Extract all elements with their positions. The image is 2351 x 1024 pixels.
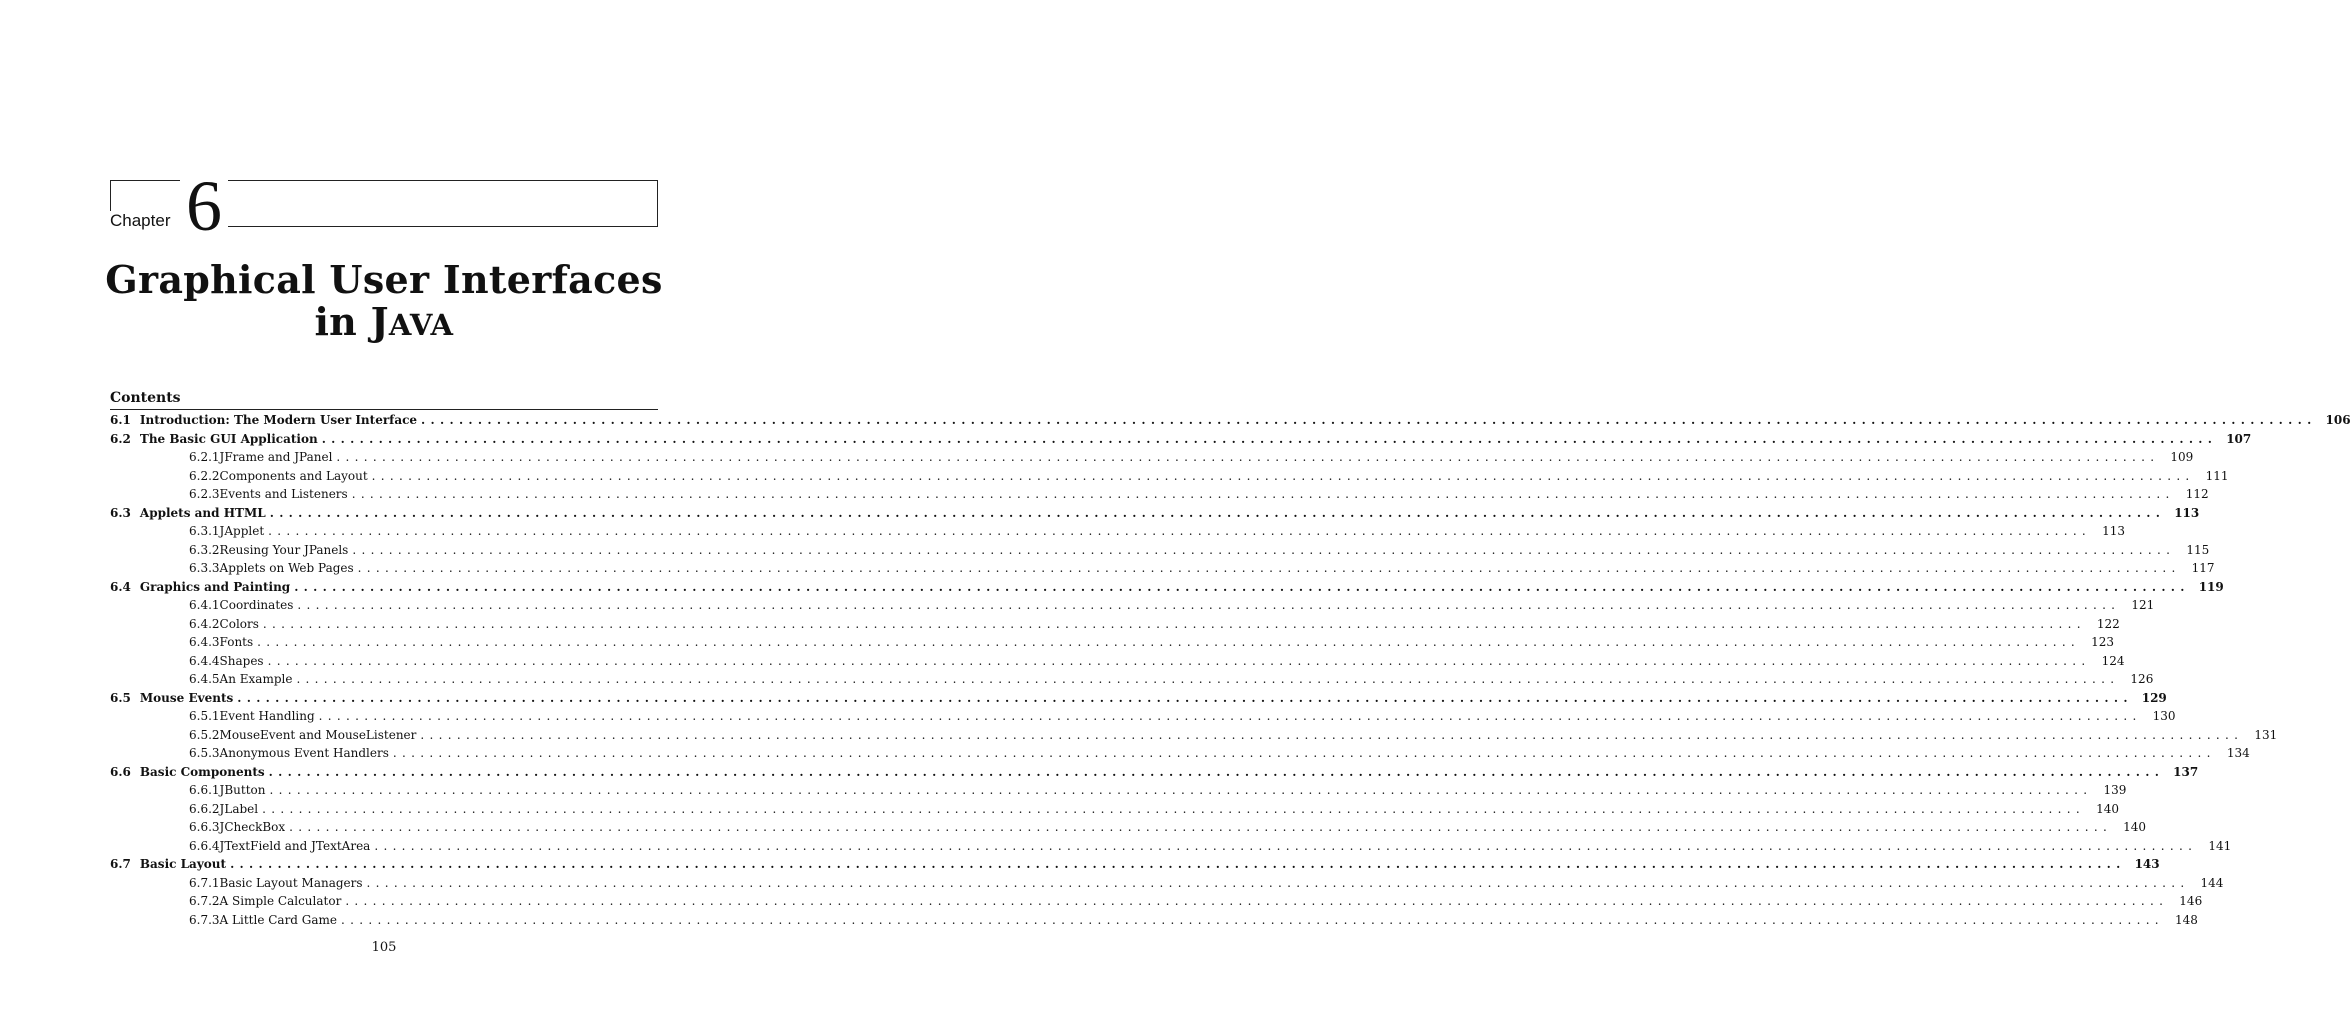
- toc-dot-leader: ........................................................................................................................................................................................................: [351, 487, 2175, 501]
- toc-subsection-row[interactable]: [110, 781, 2127, 800]
- toc-page-number: 141: [2208, 838, 2232, 853]
- toc-entry-number: 6.5.1: [189, 709, 220, 723]
- toc-entry-number: 6.6.3: [189, 820, 220, 834]
- toc-page-number: 117: [2191, 561, 2215, 575]
- toc-subsection-row[interactable]: [110, 633, 2115, 652]
- toc-dot-leader: ........................................................................................................................................................................................................: [289, 820, 2113, 834]
- toc-section-row[interactable]: [110, 689, 2167, 708]
- toc-dot-leader: ........................................................................................................................................................................................................: [352, 542, 2176, 557]
- toc-page-number: 143: [2134, 857, 2160, 871]
- toc-dot-leader: ........................................................................................................................................................................................................: [371, 468, 2195, 483]
- toc-page-number: 119: [2198, 579, 2224, 594]
- toc-page-number: 144: [2200, 875, 2224, 890]
- toc-dot-leader: ........................................................................................................................................................................................................: [237, 690, 2133, 705]
- contents-rule: [110, 409, 658, 410]
- chapter-label: Chapter: [110, 211, 176, 231]
- toc-dot-leader: ........................................................................................................................................................................................................: [268, 764, 2165, 779]
- contents-heading: Contents: [110, 390, 181, 406]
- toc-entry-title: Basic Layout: [139, 857, 227, 871]
- chapter-title-line-2: [0, 300, 768, 347]
- toc-subsection-row[interactable]: [110, 818, 2147, 837]
- toc-dot-leader: ........................................................................................................................................................................................................: [269, 505, 2166, 520]
- toc-dot-leader: ........................................................................................................................................................................................................: [421, 413, 2317, 427]
- toc-dot-leader: ........................................................................................................................................................................................................: [336, 450, 2160, 464]
- toc-entry-title: Colors: [219, 616, 259, 631]
- toc-entry: [220, 541, 2176, 560]
- toc-section-row[interactable]: [110, 411, 2351, 430]
- toc-entry-title: Applets on Web Pages: [219, 561, 354, 575]
- toc-subsection-row[interactable]: [110, 800, 2119, 819]
- toc-entry-number: 6.6.4: [189, 838, 220, 853]
- chapter-title-prefix: in J: [314, 299, 389, 344]
- toc-entry: [220, 670, 2120, 689]
- toc-page-number: 137: [2173, 764, 2199, 779]
- toc-entry-title: Anonymous Event Handlers: [219, 746, 389, 760]
- toc-entry: [220, 596, 2121, 615]
- toc-subsection-row[interactable]: [110, 467, 2229, 486]
- toc-entry: [220, 485, 2175, 504]
- toc-dot-leader: ........................................................................................................................................................................................................: [294, 579, 2190, 594]
- toc-entry: [140, 855, 2126, 874]
- toc-entry-title: JLabel: [219, 801, 259, 816]
- toc-subsection-row[interactable]: [110, 559, 2215, 578]
- toc-entry-title: Events and Listeners: [219, 487, 348, 501]
- toc-dot-leader: ........................................................................................................................................................................................................: [366, 875, 2190, 890]
- toc-page-number: 123: [2091, 635, 2115, 649]
- toc-entry: [140, 504, 2165, 523]
- toc-entry-number: 6.5.3: [189, 746, 220, 760]
- toc-page-number: 139: [2103, 783, 2127, 797]
- toc-entry: [140, 430, 2217, 449]
- toc-entry: [140, 763, 2164, 782]
- toc-section-row[interactable]: [110, 763, 2199, 782]
- toc-dot-leader: ........................................................................................................................................................................................................: [230, 857, 2126, 871]
- toc-entry: [220, 800, 2085, 819]
- toc-entry-number: 6.4: [110, 579, 131, 594]
- toc-entry-title: A Simple Calculator: [219, 894, 342, 908]
- toc-entry: [220, 818, 2113, 837]
- toc-page-number: 113: [2174, 505, 2200, 520]
- toc-entry-number: 6.2.3: [189, 487, 220, 501]
- toc-entry-title: Basic Components: [139, 764, 265, 779]
- toc-entry-title: Coordinates: [219, 598, 294, 612]
- toc-page-number: 109: [2170, 450, 2194, 464]
- toc-entry-number: 6.7.3: [189, 912, 220, 927]
- toc-entry: [220, 874, 2190, 893]
- toc-entry-title: Components and Layout: [219, 468, 368, 483]
- toc-page-number: 113: [2102, 524, 2126, 538]
- toc-entry: [220, 448, 2160, 467]
- toc-entry-title: Mouse Events: [139, 690, 234, 705]
- toc-entry-title: Graphics and Painting: [139, 579, 291, 594]
- toc-page-number: 107: [2226, 431, 2252, 446]
- toc-entry: [220, 837, 2198, 856]
- toc-subsection-row[interactable]: [110, 670, 2154, 689]
- chapter-number: 6: [180, 166, 228, 246]
- toc-entry-title: Applets and HTML: [139, 505, 266, 520]
- toc-entry: [220, 707, 2142, 726]
- toc-entry: [140, 689, 2133, 708]
- toc-section-row[interactable]: [110, 430, 2252, 449]
- toc-dot-leader: ........................................................................................................................................................................................................: [262, 801, 2085, 816]
- toc-entry: [220, 781, 2093, 800]
- toc-entry-number: 6.2.2: [189, 468, 220, 483]
- toc-entry-title: Basic Layout Managers: [219, 875, 363, 890]
- toc-dot-leader: ........................................................................................................................................................................................................: [345, 894, 2169, 908]
- toc-entry-number: 6.6.1: [189, 783, 220, 797]
- toc-page-number: 111: [2205, 468, 2229, 483]
- toc-entry: [220, 892, 2169, 911]
- table-of-contents: [110, 411, 2351, 929]
- page-number: 105: [371, 940, 397, 955]
- toc-entry: [220, 559, 2181, 578]
- toc-subsection-row[interactable]: [110, 892, 2203, 911]
- toc-entry: [220, 726, 2244, 745]
- toc-page-number: 140: [2096, 801, 2119, 816]
- toc-entry-title: JButton: [219, 783, 266, 797]
- toc-dot-leader: ........................................................................................................................................................................................................: [262, 616, 2086, 631]
- toc-subsection-row[interactable]: [110, 448, 2194, 467]
- toc-subsection-row[interactable]: [110, 874, 2224, 893]
- toc-page-number: 124: [2101, 653, 2125, 668]
- toc-entry-number: 6.3: [110, 505, 131, 520]
- toc-dot-leader: ........................................................................................................................................................................................................: [420, 727, 2244, 742]
- toc-entry-title: The Basic GUI Application: [139, 431, 318, 446]
- toc-entry-number: 6.2: [110, 431, 131, 446]
- toc-entry-number: 6.5: [110, 690, 131, 705]
- toc-entry-number: 6.5.2: [189, 727, 220, 742]
- toc-entry-number: 6.4.4: [189, 653, 220, 668]
- toc-subsection-row[interactable]: [110, 911, 2198, 930]
- toc-page-number: 140: [2123, 820, 2147, 834]
- toc-entry-number: 6.1: [110, 413, 131, 427]
- toc-subsection-row[interactable]: [110, 615, 2120, 634]
- toc-entry-number: 6.4.3: [189, 635, 220, 649]
- toc-subsection-row[interactable]: [110, 837, 2232, 856]
- toc-entry-number: 6.4.2: [189, 616, 220, 631]
- toc-section-row[interactable]: [110, 578, 2224, 597]
- toc-entry: [220, 744, 2216, 763]
- toc-entry-number: 6.3.3: [189, 561, 220, 575]
- toc-page-number: 122: [2096, 616, 2120, 631]
- toc-entry-title: An Example: [219, 672, 293, 686]
- toc-entry: [220, 911, 2164, 930]
- toc-subsection-row[interactable]: [110, 541, 2210, 560]
- toc-entry-number: 6.6: [110, 764, 131, 779]
- toc-entry: [220, 522, 2092, 541]
- toc-entry: [220, 615, 2086, 634]
- chapter-title-smallcaps: AVA: [388, 308, 454, 342]
- toc-page-number: 115: [2186, 542, 2210, 557]
- toc-page-number: 148: [2175, 912, 2198, 927]
- chapter-title-line-1: Graphical User Interfaces: [105, 257, 663, 302]
- chapter-frame-rule: [224, 226, 658, 227]
- toc-dot-leader: ........................................................................................................................................................................................................: [321, 431, 2218, 446]
- toc-section-row[interactable]: [110, 855, 2160, 874]
- toc-subsection-row[interactable]: [110, 726, 2278, 745]
- toc-dot-leader: ........................................................................................................................................................................................................: [296, 672, 2120, 686]
- toc-page-number: 134: [2226, 746, 2250, 760]
- toc-entry-title: Introduction: The Modern User Interface: [139, 413, 418, 427]
- toc-entry-title: Event Handling: [219, 709, 315, 723]
- toc-dot-leader: ........................................................................................................................................................................................................: [341, 912, 2164, 927]
- toc-page-number: 131: [2254, 727, 2278, 742]
- toc-entry-number: 6.3.1: [189, 524, 220, 538]
- toc-entry-number: 6.4.5: [189, 672, 220, 686]
- toc-entry-title: Shapes: [219, 653, 264, 668]
- toc-entry-number: 6.3.2: [189, 542, 220, 557]
- toc-subsection-row[interactable]: [110, 744, 2250, 763]
- toc-dot-leader: ........................................................................................................................................................................................................: [269, 783, 2093, 797]
- toc-dot-leader: ........................................................................................................................................................................................................: [392, 746, 2216, 760]
- toc-entry-title: JTextField and JTextArea: [219, 838, 371, 853]
- toc-entry-number: 6.4.1: [189, 598, 220, 612]
- toc-subsection-row[interactable]: [110, 485, 2209, 504]
- toc-entry-title: A Little Card Game: [219, 912, 338, 927]
- toc-subsection-row[interactable]: [110, 707, 2176, 726]
- toc-page-number: 146: [2179, 894, 2203, 908]
- toc-entry-number: 6.7: [110, 857, 131, 871]
- toc-subsection-row[interactable]: [110, 522, 2126, 541]
- toc-entry: [220, 467, 2195, 486]
- toc-page-number: 126: [2130, 672, 2154, 686]
- toc-dot-leader: ........................................................................................................................................................................................................: [357, 561, 2181, 575]
- toc-entry-number: 6.6.2: [189, 801, 220, 816]
- toc-entry: [220, 652, 2091, 671]
- toc-entry-title: MouseEvent and MouseListener: [219, 727, 417, 742]
- toc-subsection-row[interactable]: [110, 652, 2125, 671]
- toc-entry-number: 6.7.1: [189, 875, 220, 890]
- toc-dot-leader: ........................................................................................................................................................................................................: [268, 524, 2092, 538]
- toc-dot-leader: ........................................................................................................................................................................................................: [374, 838, 2198, 853]
- toc-entry-number: 6.7.2: [189, 894, 220, 908]
- toc-dot-leader: ........................................................................................................................................................................................................: [267, 653, 2091, 668]
- toc-page-number: 112: [2185, 487, 2209, 501]
- toc-page-number: 106: [2325, 413, 2351, 427]
- toc-entry-title: JApplet: [219, 524, 265, 538]
- toc-entry: [140, 411, 2317, 430]
- toc-subsection-row[interactable]: [110, 596, 2155, 615]
- toc-entry-number: 6.2.1: [189, 450, 220, 464]
- toc-entry: [140, 578, 2190, 597]
- toc-section-row[interactable]: [110, 504, 2200, 523]
- toc-page-number: 121: [2131, 598, 2155, 612]
- toc-entry-title: Reusing Your JPanels: [219, 542, 349, 557]
- toc-page-number: 129: [2141, 690, 2167, 705]
- toc-entry-title: Fonts: [219, 635, 254, 649]
- toc-entry-title: JCheckBox: [219, 820, 286, 834]
- toc-entry-title: JFrame and JPanel: [219, 450, 333, 464]
- toc-dot-leader: ........................................................................................................................................................................................................: [297, 598, 2121, 612]
- toc-entry: [220, 633, 2081, 652]
- toc-page-number: 130: [2152, 709, 2176, 723]
- toc-dot-leader: ........................................................................................................................................................................................................: [257, 635, 2081, 649]
- toc-dot-leader: ........................................................................................................................................................................................................: [318, 709, 2142, 723]
